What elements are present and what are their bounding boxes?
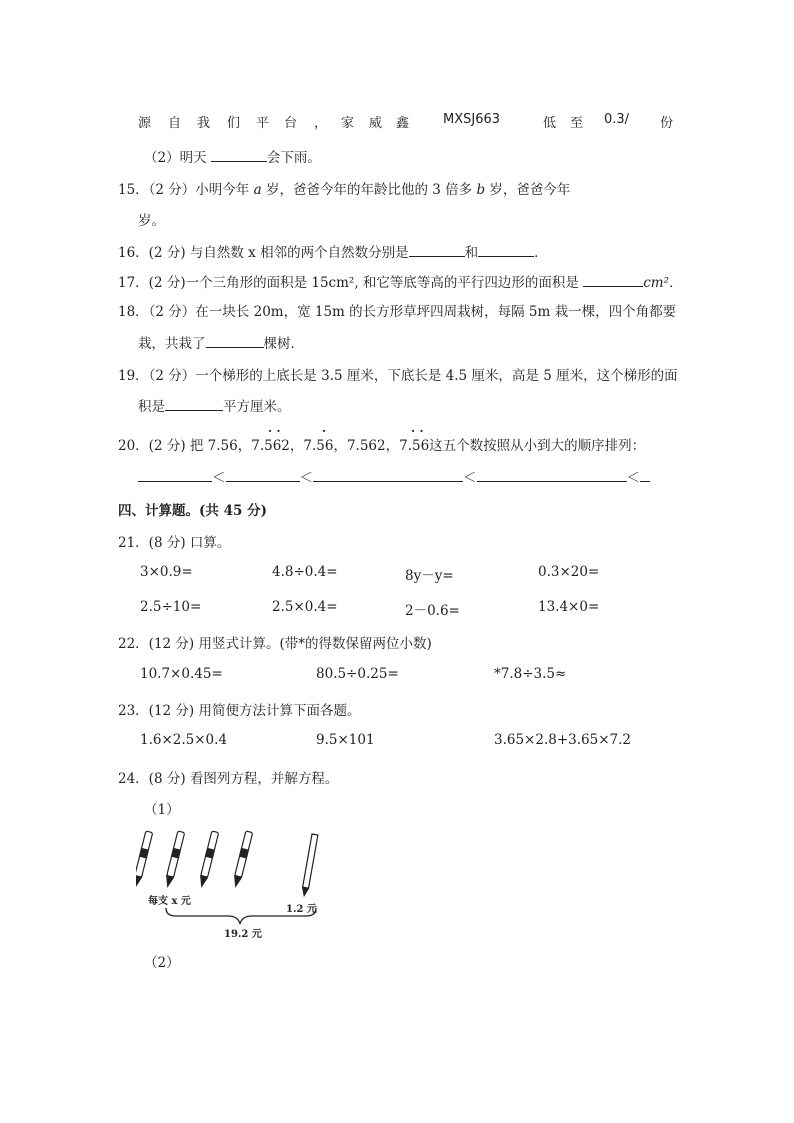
- header-char: 鑫: [396, 116, 410, 131]
- calc-item: 80.5÷0.25=: [316, 666, 399, 682]
- each-label: 每支 x 元: [148, 896, 191, 907]
- header-char: 自: [168, 116, 182, 131]
- total-label: 19.2 元: [224, 929, 262, 940]
- calc-item: 13.4×0=: [538, 599, 600, 615]
- header-char: 低: [543, 116, 557, 131]
- header-char: 源: [138, 116, 152, 131]
- answer-blank[interactable]: [226, 467, 300, 482]
- ordering-blanks: ＜ ＜ ＜ ＜: [138, 466, 650, 486]
- answer-blank[interactable]: [478, 242, 534, 257]
- question-24: 24．(8 分) 看图列方程，并解方程。: [118, 771, 339, 787]
- question-17: 17．(2 分)一个三角形的面积是 15cm², 和它等底等高的平行四边形的面积是 cm²．: [118, 271, 683, 291]
- calc-item: 4.8÷0.4=: [272, 564, 338, 580]
- calc-item: 3.65×2.8+3.65×7.2: [494, 732, 631, 748]
- header-price: 0.3/: [604, 112, 630, 127]
- answer-blank[interactable]: [211, 147, 267, 162]
- calc-item: 3×0.9=: [140, 564, 193, 580]
- question-23: 23．(12 分) 用简便方法计算下面各题。: [118, 703, 361, 719]
- header-char: 们: [227, 116, 241, 131]
- calc-item: 10.7×0.45=: [140, 666, 223, 682]
- question-18: 18．（2 分）在一块长 20m，宽 15m 的长方形草坪四周栽树，每隔 5m 栽一棵，四个角都要: [118, 304, 677, 320]
- pencil-icon: [301, 834, 318, 896]
- header-char: 份: [660, 116, 674, 131]
- answer-blank[interactable]: [477, 467, 627, 482]
- question-20: 20．(2 分) 把 7.56，7.562，7.56，7.562，7.56这五个数按照从小到大的顺序排列：: [118, 438, 646, 454]
- header-char: ，: [314, 116, 328, 131]
- q14-part2: （2）明天 会下雨。: [144, 146, 321, 166]
- answer-blank[interactable]: [138, 467, 212, 482]
- header-char: 威: [369, 116, 383, 131]
- header-char: 我: [197, 116, 211, 131]
- question-15: 15．（2 分）小明今年 a 岁，爸爸今年的年龄比他的 3 倍多 b 岁，爸爸今年: [118, 182, 571, 198]
- section-title: 四、计算题。(共 45 分): [118, 503, 267, 519]
- question-15-line2: 岁。: [138, 213, 165, 229]
- repeating-decimal-3: 7.56: [399, 438, 430, 454]
- question-16: 16．(2 分) 与自然数 x 相邻的两个自然数分别是 和 ．: [118, 241, 548, 261]
- single-label: 1.2 元: [286, 904, 317, 915]
- question-19: 19．（2 分）一个梯形的上底长是 3.5 厘米，下底长是 4.5 厘米，高是 5 厘米，这个梯形的面: [118, 368, 678, 384]
- pen-icon: [136, 831, 253, 887]
- repeating-decimal-2: 7.56: [303, 438, 334, 454]
- question-18-line2: 栽，共栽了 棵树．: [138, 332, 304, 352]
- answer-blank[interactable]: [206, 333, 264, 348]
- header-char: 至: [570, 116, 584, 131]
- repetend-dot: ·: [322, 424, 327, 438]
- header-char: 平: [256, 116, 270, 131]
- question-19-line2: 积是 平方厘米。: [138, 395, 291, 415]
- repeating-decimal-1: 7.562: [251, 438, 290, 454]
- answer-blank[interactable]: [165, 396, 223, 411]
- header-char: 台: [284, 116, 298, 131]
- calc-item: 9.5×101: [316, 732, 375, 748]
- header-char: 家: [341, 116, 355, 131]
- calc-item: *7.8÷3.5≈: [494, 666, 567, 682]
- repetend-dot: · ·: [411, 424, 424, 438]
- header-code: MXSJ663: [443, 112, 501, 127]
- answer-blank[interactable]: [640, 467, 650, 482]
- part-label: （2）: [144, 955, 180, 971]
- answer-blank[interactable]: [409, 242, 465, 257]
- number-7562: 7.562，: [346, 438, 400, 454]
- calc-item: 2.5×0.4=: [272, 599, 338, 615]
- answer-blank[interactable]: [583, 272, 643, 287]
- calc-item: 2.5÷10=: [140, 599, 202, 615]
- calc-item: 1.6×2.5×0.4: [140, 732, 228, 748]
- calc-item: 2－0.6=: [405, 603, 460, 619]
- answer-blank[interactable]: [313, 467, 463, 482]
- calc-item: 0.3×20=: [538, 564, 600, 580]
- repetend-dot: · ·: [268, 424, 281, 438]
- question-22: 22．(12 分) 用竖式计算。(带*的得数保留两位小数): [118, 636, 432, 652]
- question-21: 21．(8 分) 口算。: [118, 535, 231, 551]
- calc-item: 8y－y=: [405, 568, 454, 584]
- part-label: （1）: [144, 802, 180, 818]
